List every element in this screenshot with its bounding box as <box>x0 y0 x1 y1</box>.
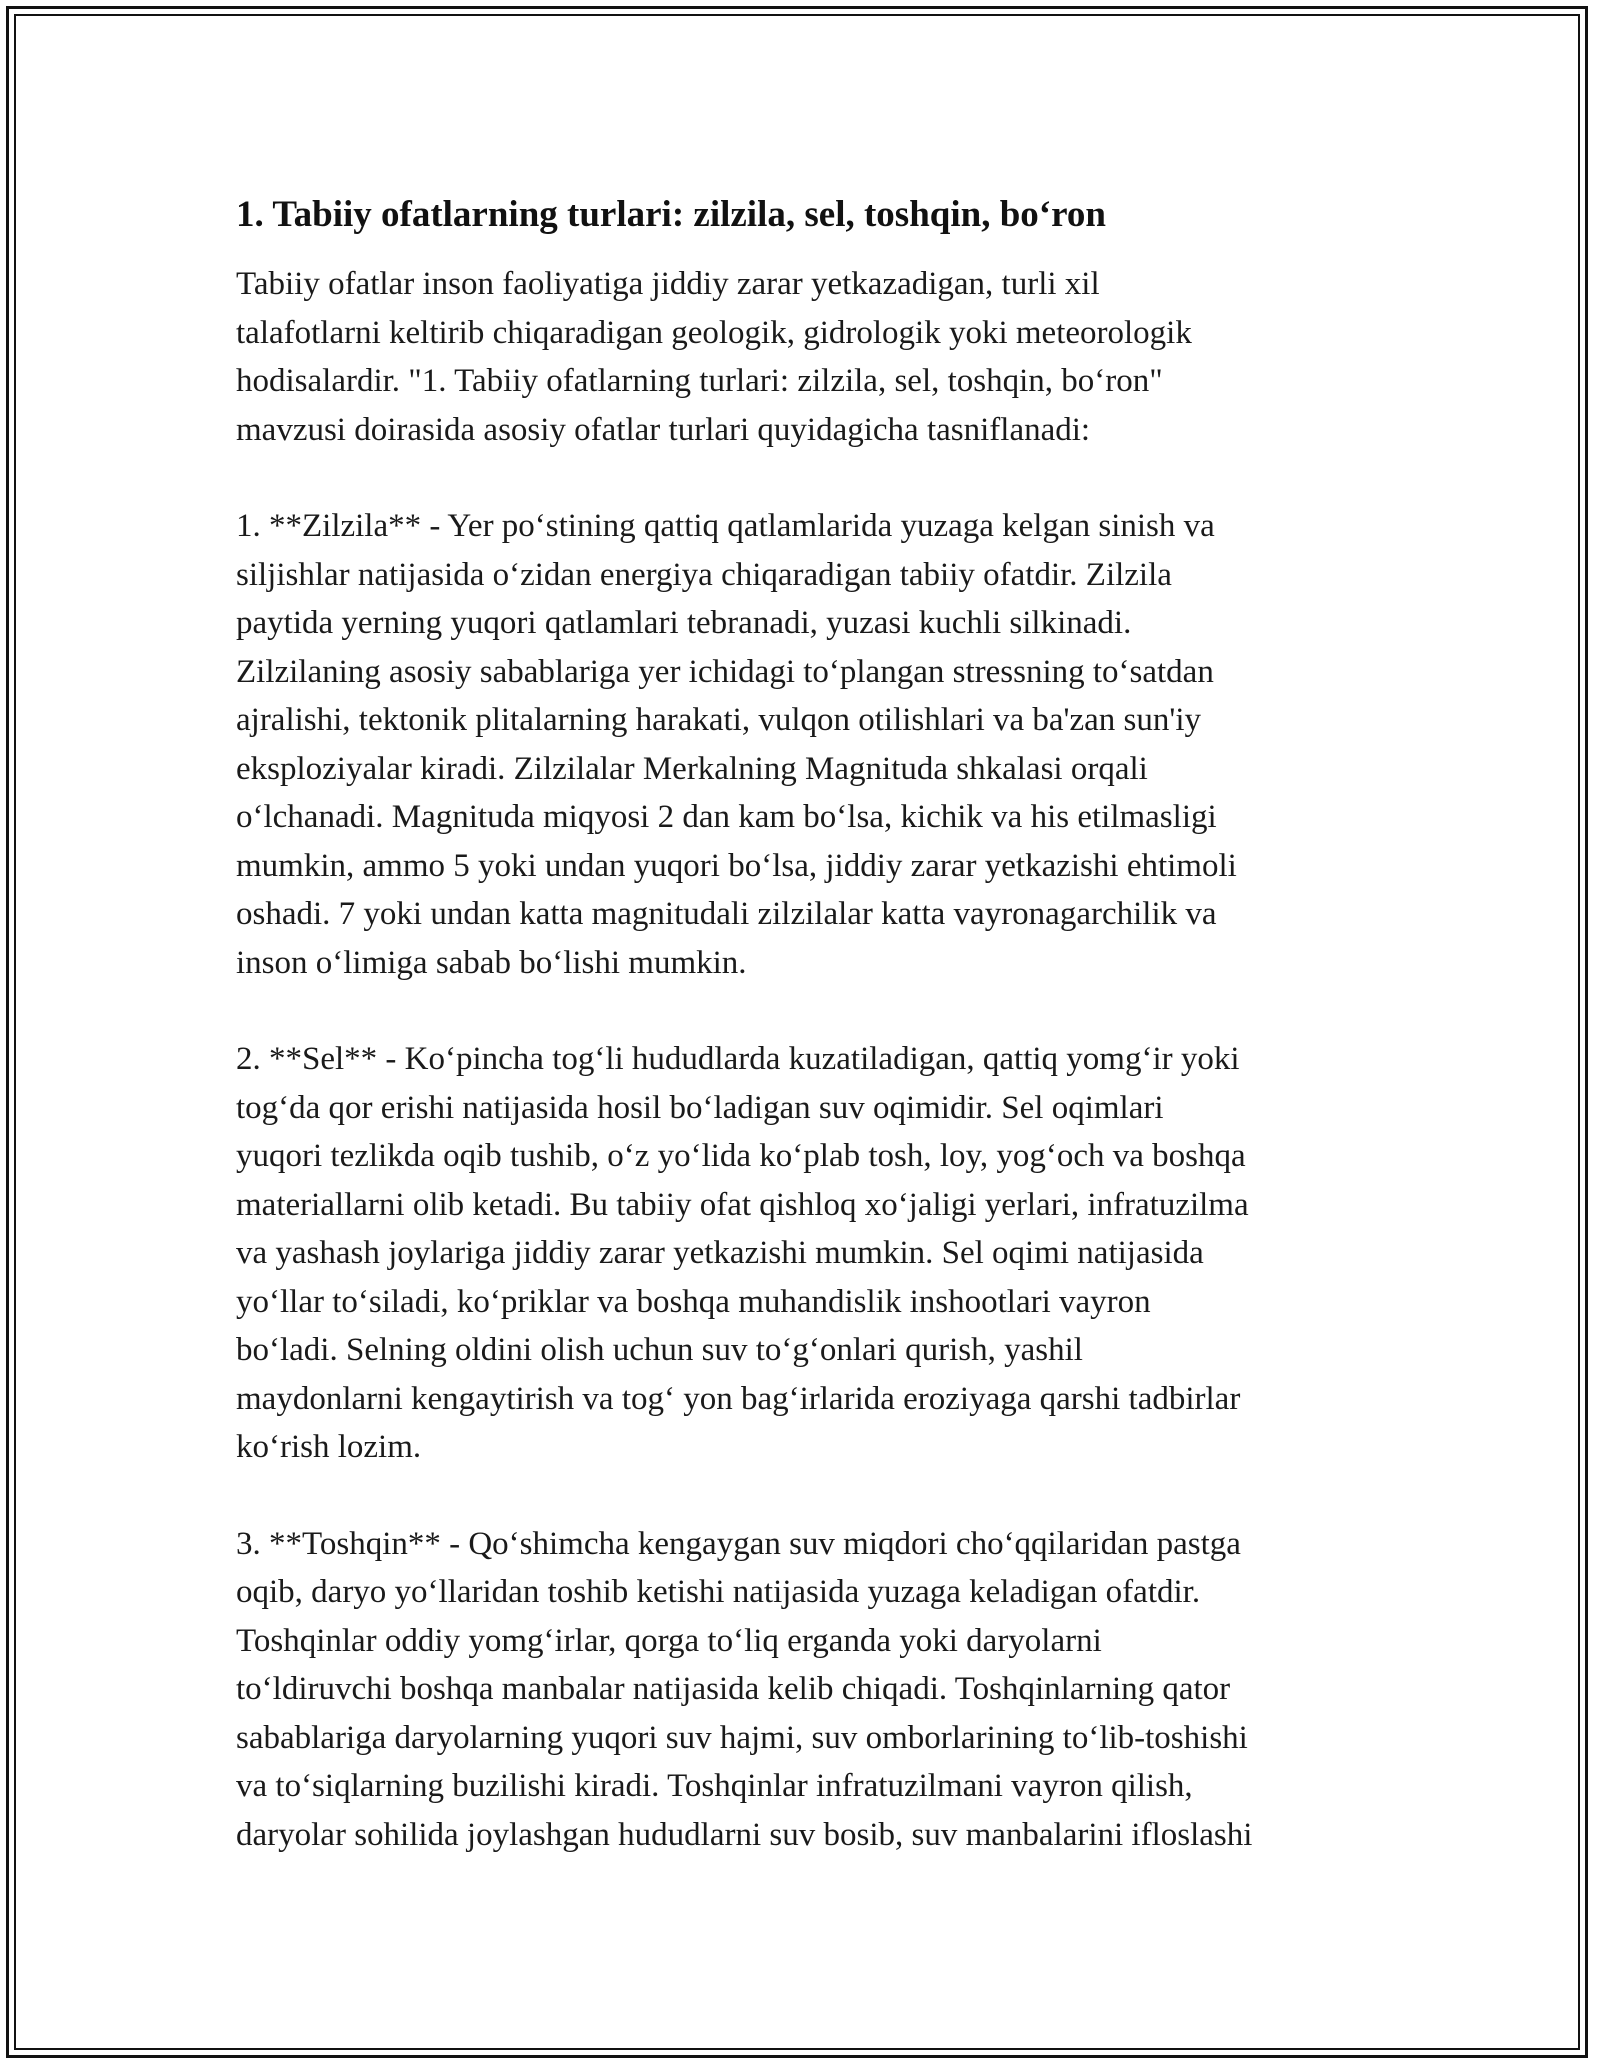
intro-paragraph: Tabiiy ofatlar inson faoliyatiga jiddiy zarar yetkazadigan, turli xil talafotlarni keltirib chiqaradigan geologik, gidrologik yoki meteorologik hodisalardir. "1. Tabiiy ofatlarning turlari: zilzila, sel, toshqin, bo‘ron" mavzusi doirasida asosiy ofatlar turlari quyidagicha tasniflanadi: <box>236 266 1192 448</box>
zilzila-paragraph: 1. **Zilzila** - Yer po‘stining qattiq qatlamlarida yuzaga kelgan sinish va siljishlar natijasida o‘zidan energiya chiqaradigan tabiiy ofatdir. Zilzila paytida yerning yuqori qatlamlari tebranadi, yuzasi kuchli silkinadi. Zilzilaning asosiy sabablariga yer ichidagi to‘plangan stressning to‘satdan ajralishi, tektonik plitalarning harakati, vulqon otilishlari va ba'zan sun'iy eksploziyalar kiradi. Zilzilalar Merkalning Magnituda shkalasi orqali o‘lchanadi. Magnituda miqyosi 2 dan kam bo‘lsa, kichik va his etilmasligi mumkin, ammo 5 yoki undan yuqori bo‘lsa, jiddiy zarar yetkazishi ehtimoli oshadi. 7 yoki undan katta magnitudali zilzilalar katta vayronagarchilik va inson o‘limiga sabab bo‘lishi mumkin. <box>236 508 1237 981</box>
document-title: 1. Tabiiy ofatlarning turlari: zilzila, sel, toshqin, bo‘ron <box>236 194 1106 235</box>
document-body <box>236 190 1386 1907</box>
sel-paragraph: 2. **Sel** - Ko‘pincha tog‘li hududlarda kuzatiladigan, qattiq yomg‘ir yoki tog‘da qor erishi natijasida hosil bo‘ladigan suv oqimidir. Sel oqimlari yuqori tezlikda oqib tushib, o‘z yo‘lida ko‘plab tosh, loy, yog‘och va boshqa materiallarni olib ketadi. Bu tabiiy ofat qishloq xo‘jaligi yerlari, infratuzilma va yashash joylariga jiddiy zarar yetkazishi mumkin. Sel oqimi natijasida yo‘llar to‘siladi, ko‘priklar va boshqa muhandislik inshootlari vayron bo‘ladi. Selning oldini olish uchun suv to‘g‘onlari qurish, yashil maydonlarni kengaytirish va tog‘ yon bag‘irlarida eroziyaga qarshi tadbirlar ko‘rish lozim. <box>236 1041 1249 1465</box>
toshqin-paragraph: 3. **Toshqin** - Qo‘shimcha kengaygan suv miqdori cho‘qqilaridan pastga oqib, daryo yo‘llaridan toshib ketishi natijasida yuzaga keladigan ofatdir. Toshqinlar oddiy yomg‘irlar, qorga to‘liq erganda yoki daryolarni to‘ldiruvchi boshqa manbalar natijasida kelib chiqadi. Toshqinlarning qator sabablariga daryolarning yuqori suv hajmi, suv omborlarining to‘lib-toshishi va to‘siqlarning buzilishi kiradi. Toshqinlar infratuzilmani vayron qilish, daryolar sohilida joylashgan hududlarni suv bosib, suv manbalarini ifloslashi <box>236 1525 1253 1853</box>
